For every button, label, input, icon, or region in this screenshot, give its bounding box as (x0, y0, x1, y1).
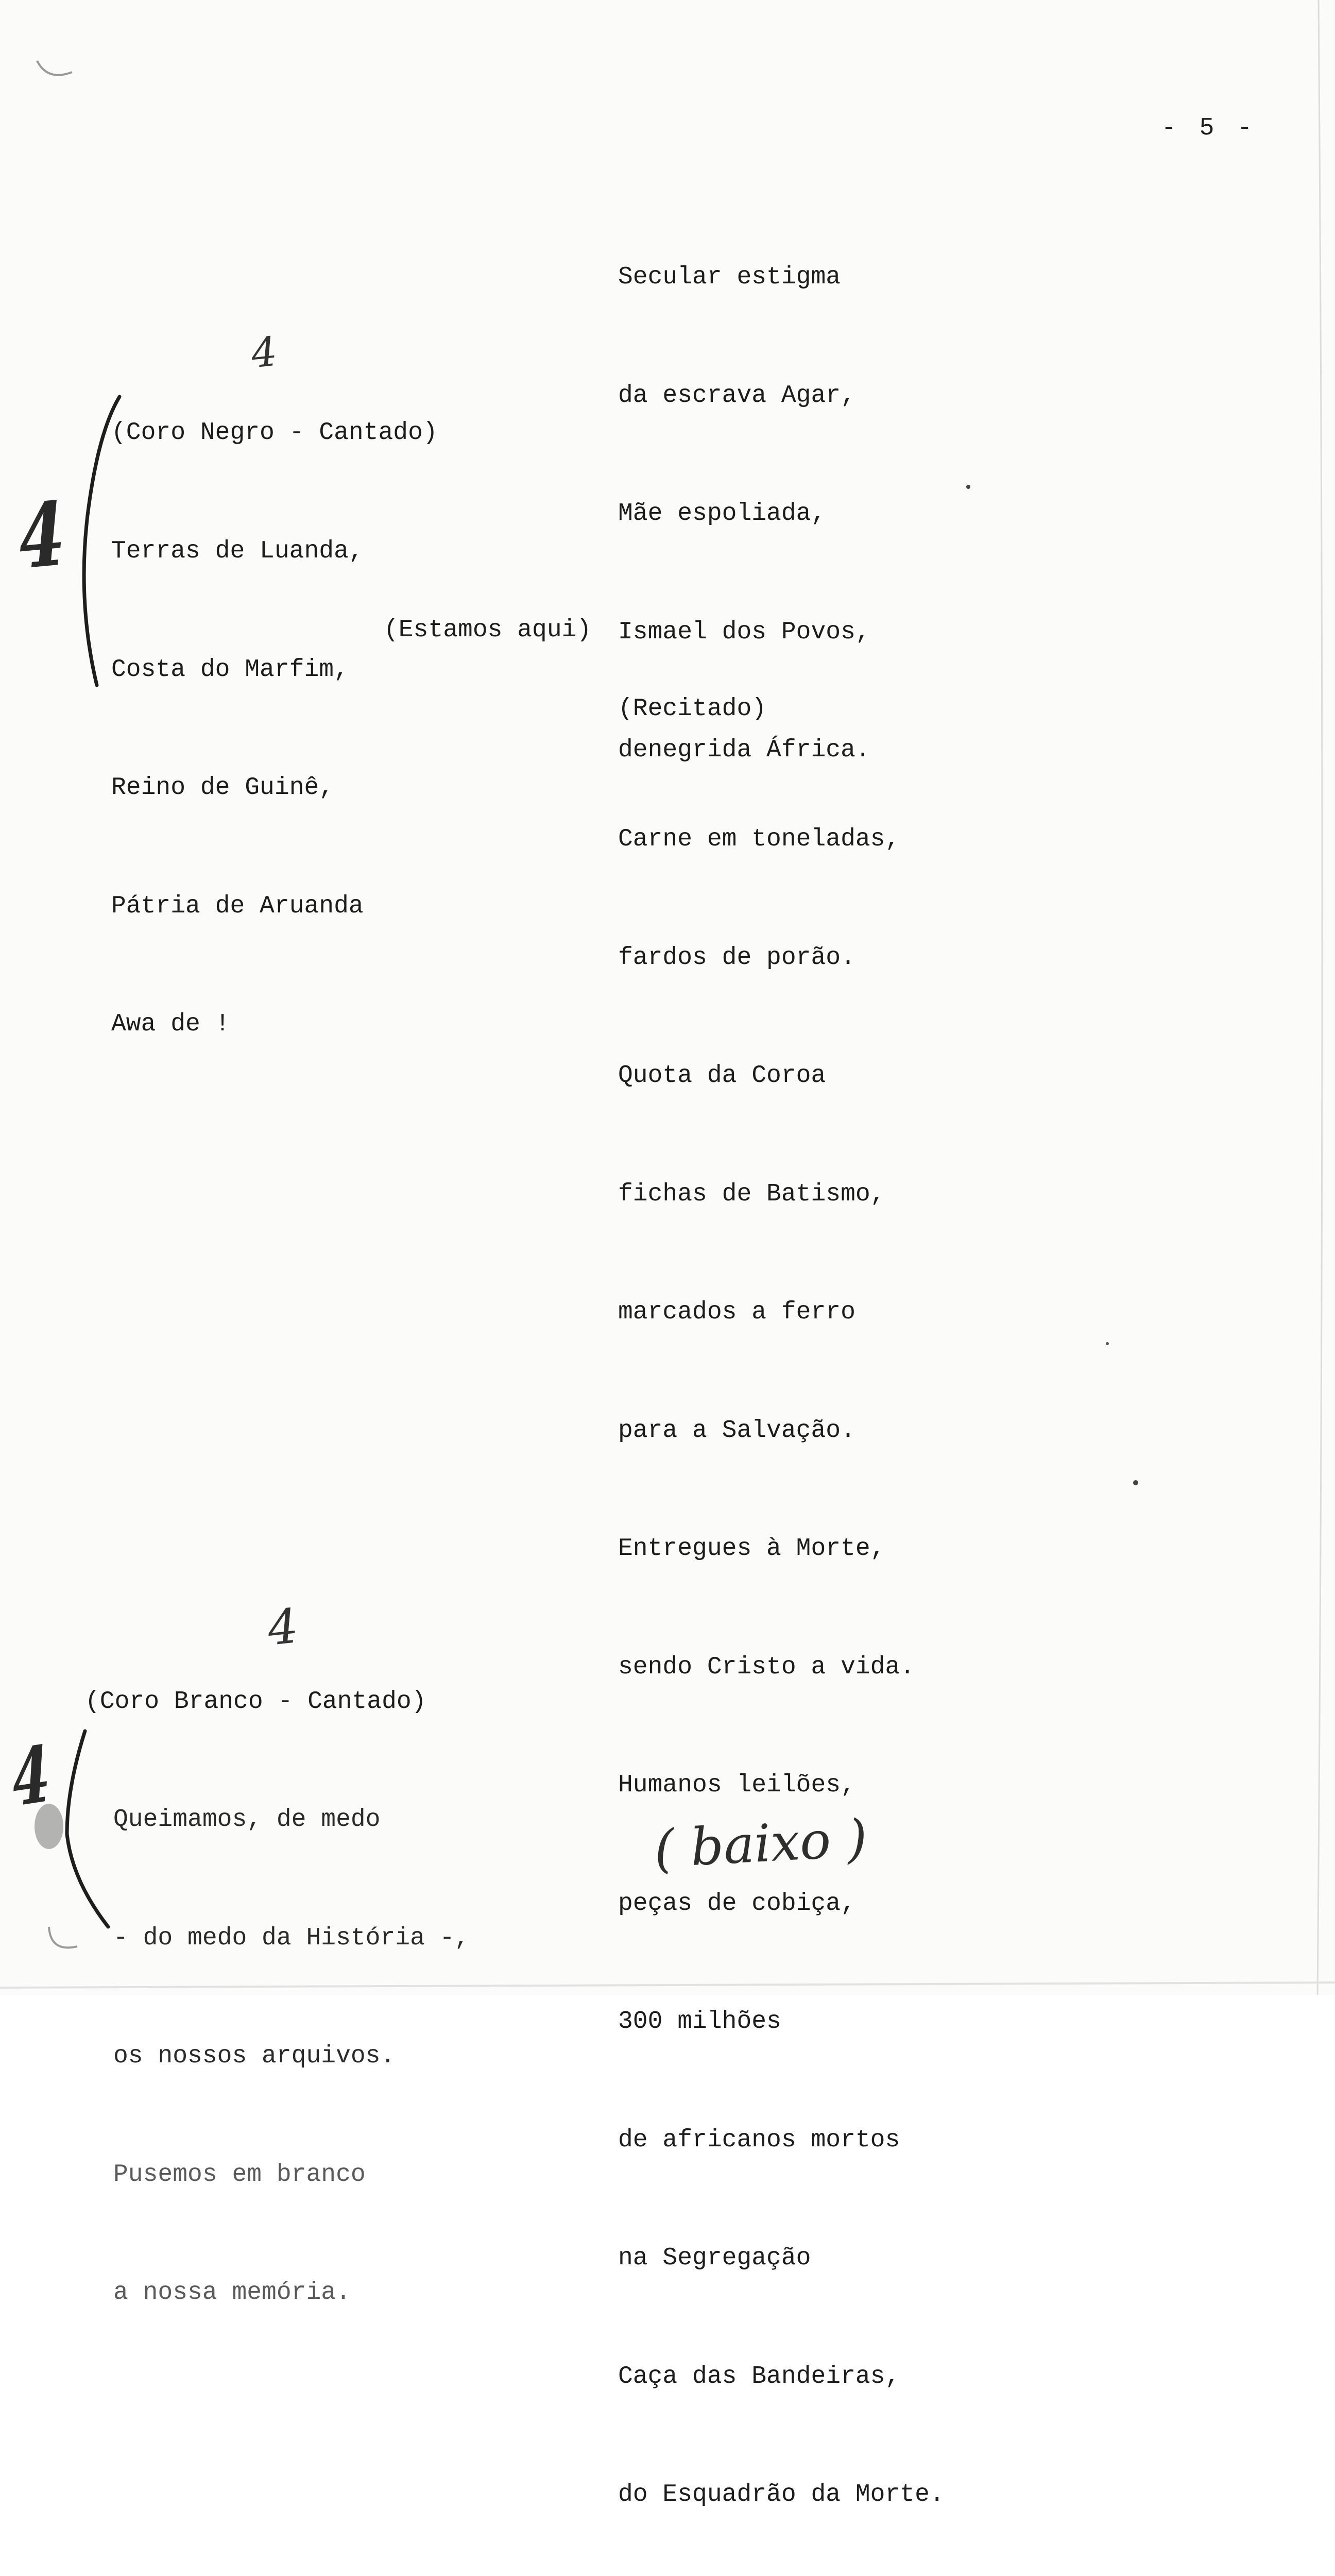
verse-line: na Segregação (618, 2244, 811, 2272)
verse-line: fardos de porão. (618, 943, 855, 972)
handwritten-note-four: 4 (9, 1728, 53, 1824)
verse-line: Entregues à Morte, (618, 1535, 885, 1563)
verse-line: do Esquadrão da Morte. (618, 2481, 945, 2509)
page-number: - 5 - (1161, 114, 1257, 142)
verse-line: a nossa memória. (113, 2279, 351, 2307)
recitado-heading: (Recitado) (618, 695, 767, 723)
handwritten-note-four: 4 (265, 1598, 301, 1656)
punch-hole-bottom (49, 1927, 77, 1947)
verse-line: de africanos mortos (618, 2126, 900, 2154)
verse-line: Awa de ! (111, 1010, 230, 1038)
verse-line: os nossos arquivos. (113, 2042, 396, 2070)
verse-line: Reino de Guinê, (111, 774, 334, 802)
coro-negro-heading: (Coro Negro - Cantado) (111, 419, 438, 447)
speck (1106, 1342, 1109, 1345)
handwritten-note-four: 4 (249, 328, 280, 378)
stanza-coro-branco (113, 1721, 469, 2392)
verse-line: - do medo da História -, (113, 1924, 470, 1952)
handwritten-note-baixo: ( baixo ) (653, 1808, 869, 1879)
verse-line: da escrava Agar, (618, 381, 855, 410)
speck (966, 485, 970, 489)
verse-line: marcados a ferro (618, 1298, 855, 1326)
handwritten-note-four: 4 (16, 482, 67, 589)
stage-direction: (Estamos aqui) (384, 616, 592, 644)
verse-line: fichas de Batismo, (618, 1180, 885, 1208)
verse-line: Humanos leilões, (618, 1771, 855, 1799)
bracket-coro-branco (67, 1731, 108, 1927)
verse-line: peças de cobiça, (618, 1889, 855, 1918)
stanza-coro-negro (111, 453, 364, 1123)
verse-line: Quota da Coroa (618, 1062, 826, 1090)
verse-line: Terras de Luanda, (111, 537, 364, 565)
punch-hole-top (37, 61, 72, 75)
verse-line: Mãe espoliada, (618, 500, 826, 528)
verse-line: Caça das Bandeiras, (618, 2362, 900, 2391)
verse-line: sendo Cristo a vida. (618, 1653, 915, 1681)
verse-line: Pátria de Aruanda (111, 892, 364, 920)
verse-line: Secular estigma (618, 263, 841, 291)
speck (1133, 1480, 1138, 1485)
verse-line: para a Salvação. (618, 1416, 855, 1445)
verse-line: Pusemos em branco (113, 2160, 366, 2189)
page-edge-right (1317, 0, 1322, 1995)
coro-branco-heading: (Coro Branco - Cantado) (85, 1688, 426, 1716)
verse-line: Costa do Marfim, (111, 655, 349, 684)
verse-line: Carne em toneladas, (618, 825, 900, 853)
stanza-recitado (618, 741, 945, 2576)
verse-line: denegrida África. (618, 736, 870, 764)
verse-line: 300 milhões (618, 2008, 781, 2036)
verse-line: Ismael dos Povos, (618, 618, 870, 646)
verse-line: Queimamos, de medo (113, 1806, 381, 1834)
